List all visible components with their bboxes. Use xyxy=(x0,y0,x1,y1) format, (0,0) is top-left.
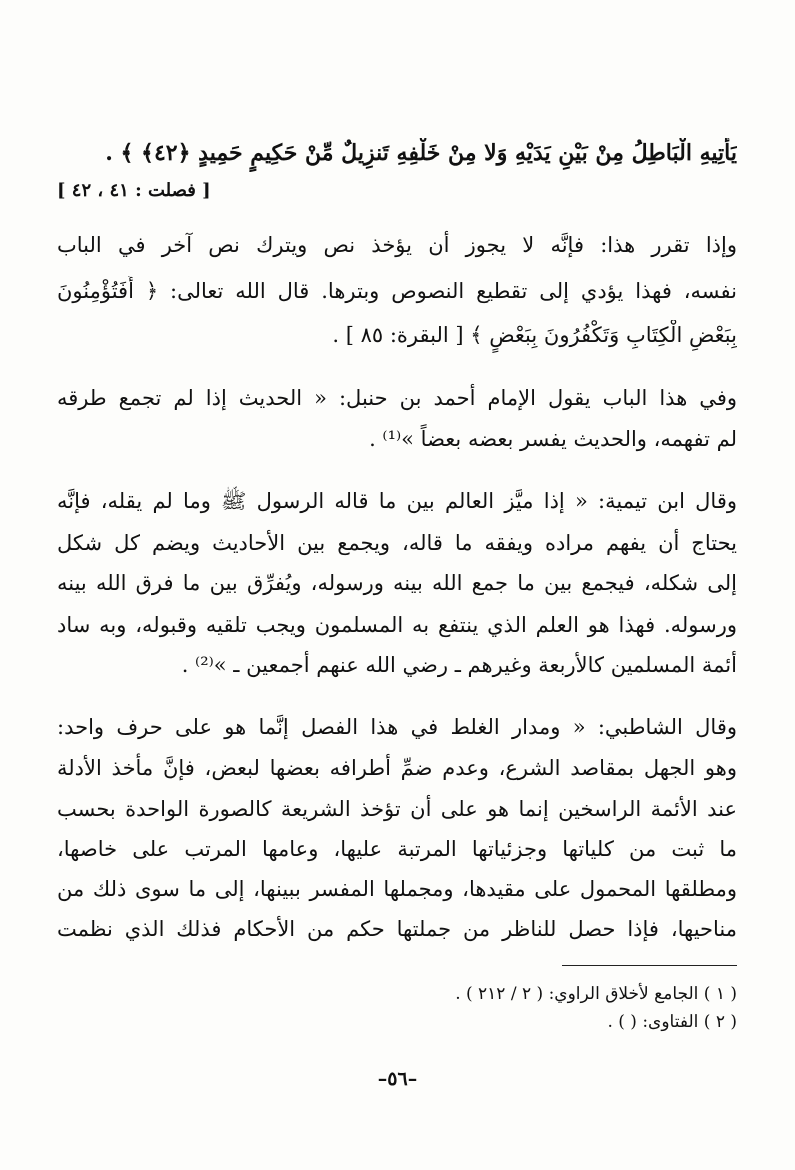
paragraph-3-line-3: إلى شكله، فيجمع بين ما جمع الله بينه ورسوله، ويُفرِّق بين ما فرق الله بينه xyxy=(57,571,737,595)
paragraph-3-line-2: يحتاج أن يفهم مراده ويفقه ما قاله، ويجمع بين الأحاديث ويضم كل شكل xyxy=(57,531,737,555)
paragraph-3-line-4: ورسوله. فهذا هو العلم الذي ينتفع به المسلمون ويجب تلقيه وقبوله، وبه ساد xyxy=(57,613,737,637)
paragraph-4-line-1: وقال الشاطبي: « ومدار الغلط في هذا الفصل إنَّما هو على حرف واحد: xyxy=(57,715,737,739)
paragraph-4-line-5: ومطلقها المحمول على مقيدها، ومجملها المفسر ببينها، إلى ما سوى ذلك من xyxy=(57,877,737,901)
paragraph-3-line-5: أئمة المسلمين كالأربعة وغيرهم ـ رضي الله عنهم أجمعين ـ »⁽²⁾ . xyxy=(181,653,737,677)
paragraph-2-line-2: لم تفهمه، والحديث يفسر بعضه بعضاً »⁽¹⁾ . xyxy=(369,427,737,451)
footnote-1: ( ١ ) الجامع لأخلاق الراوي: ( ٢ / ٢١٢ ) . xyxy=(455,984,737,1004)
paragraph-4-line-2: وهو الجهل بمقاصد الشرع، وعدم ضمِّ أطرافه بعضها لبعض، فإنَّ مأخذ الأدلة xyxy=(57,756,737,780)
paragraph-1-line-3: بِبَعْضِ الْكِتَابِ وَتَكْفُرُونَ بِبَعْضٍ ﴾ [ البقرة: ٨٥ ] . xyxy=(332,323,737,347)
paragraph-1-line-2: نفسه، فهذا يؤدي إلى تقطيع النصوص وبترها. قال الله تعالى: ﴿ أَفَتُؤْمِنُونَ xyxy=(57,279,737,303)
footnote-separator xyxy=(562,965,737,966)
page-number: –٥٦– xyxy=(377,1068,418,1090)
paragraph-4-line-6: مناحيها، فإذا حصل للناظر من جملتها حكم من الأحكام فذلك الذي نظمت xyxy=(57,917,737,941)
verse-line: يَأْتِيهِ الْبَاطِلُ مِنْ بَيْنِ يَدَيْهِ وَلا مِنْ خَلْفِهِ تَنزِيلٌ مِّنْ حَكِيمٍ حَمِيدٍ ﴿٤٢﴾ ﴾ . xyxy=(105,140,737,166)
paragraph-1-line-1: وإذا تقرر هذا: فإنَّه لا يجوز أن يؤخذ نص ويترك نص آخر في الباب xyxy=(57,233,737,257)
footnote-2: ( ٢ ) الفتاوى: ( ) . xyxy=(607,1012,737,1032)
verse-reference: [ فصلت : ٤١ ، ٤٢ ] xyxy=(57,180,211,201)
paragraph-4-line-4: ما ثبت من كلياتها وجزئياتها المرتبة عليها، وعامها المرتب على خاصها، xyxy=(57,837,737,861)
paragraph-4-line-3: عند الأئمة الراسخين إنما هو على أن تؤخذ الشريعة كالصورة الواحدة بحسب xyxy=(57,797,737,821)
paragraph-2-line-1: وفي هذا الباب يقول الإمام أحمد بن حنبل: « الحديث إذا لم تجمع طرقه xyxy=(57,386,737,410)
paragraph-3-line-1: وقال ابن تيمية: « إذا ميَّز العالم بين ما قاله الرسول ﷺ وما لم يقله، فإنَّه xyxy=(57,489,737,513)
